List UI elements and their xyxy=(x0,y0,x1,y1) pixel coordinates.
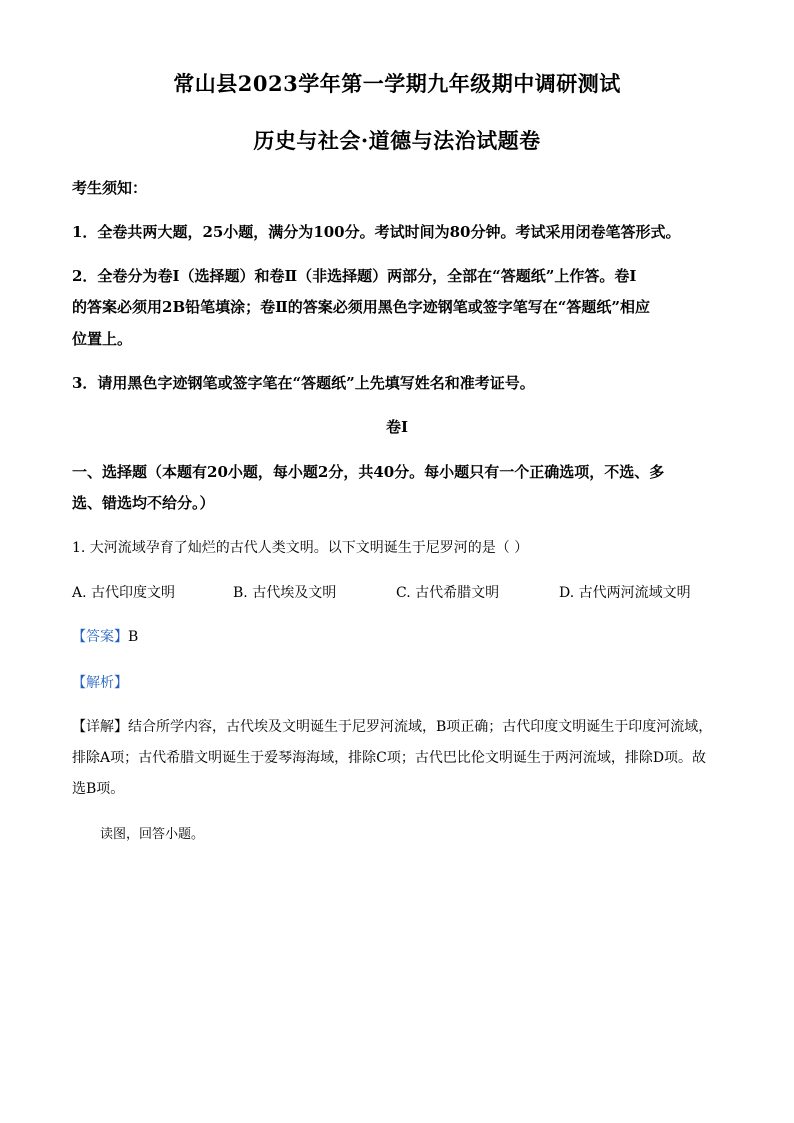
read-map-prompt: 读图，回答小题。 xyxy=(100,827,205,842)
question-1-stem: 1. 大河流域孕育了灿烂的古代人类文明。以下文明诞生于尼罗河的是（ ） xyxy=(72,540,529,556)
section-heading-line-2: 选、错选均不给分。） xyxy=(72,494,215,512)
note-item-2-line-3: 位置上。 xyxy=(72,330,133,348)
option-c: C. 古代希腊文明 xyxy=(396,585,500,601)
option-a: A. 古代印度文明 xyxy=(72,585,176,601)
analysis-line xyxy=(72,672,722,692)
note-item-3: 3．请用黑色字迹钢笔或签字笔在“答题纸”上先填写姓名和准考证号。 xyxy=(72,374,535,392)
analysis-tag: 【解析】 xyxy=(72,675,128,691)
detail-line-1: 【详解】结合所学内容，古代埃及文明诞生于尼罗河流域，B项正确；古代印度文明诞生于印度河流域， xyxy=(72,719,713,735)
answer-value: B xyxy=(128,629,139,645)
answer-line xyxy=(72,626,722,646)
note-item-2-line-1: 2．全卷分为卷Ⅰ（选择题）和卷Ⅱ（非选择题）两部分，全部在“答题纸”上作答。卷Ⅰ xyxy=(72,267,637,285)
volume-label: 卷Ⅰ xyxy=(385,418,409,436)
answer-tag: 【答案】 xyxy=(72,629,128,645)
section-heading-line-1: 一、选择题（本题有20小题，每小题2分，共40分。每小题只有一个正确选项，不选、多 xyxy=(72,463,665,481)
page-title: 常山县2023学年第一学期九年级期中调研测试 xyxy=(173,71,621,96)
page-subtitle: 历史与社会·道德与法治试题卷 xyxy=(253,128,541,153)
option-b: B. 古代埃及文明 xyxy=(233,585,337,601)
note-item-1: 1．全卷共两大题，25小题，满分为100分。考试时间为80分钟。考试采用闭卷笔答形式。 xyxy=(72,223,681,241)
detail-line-2: 排除A项；古代希腊文明诞生于爱琴海海域，排除C项；古代巴比伦文明诞生于两河流域，排除D项。故 xyxy=(72,750,707,766)
detail-line-3: 选B项。 xyxy=(72,781,125,797)
note-item-2-line-2: 的答案必须用2B铅笔填涂；卷Ⅱ的答案必须用黑色字迹钢笔或签字笔写在“答题纸”相应 xyxy=(72,298,651,316)
option-d: D. 古代两河流域文明 xyxy=(559,585,691,601)
notes-heading: 考生须知： xyxy=(72,179,148,197)
